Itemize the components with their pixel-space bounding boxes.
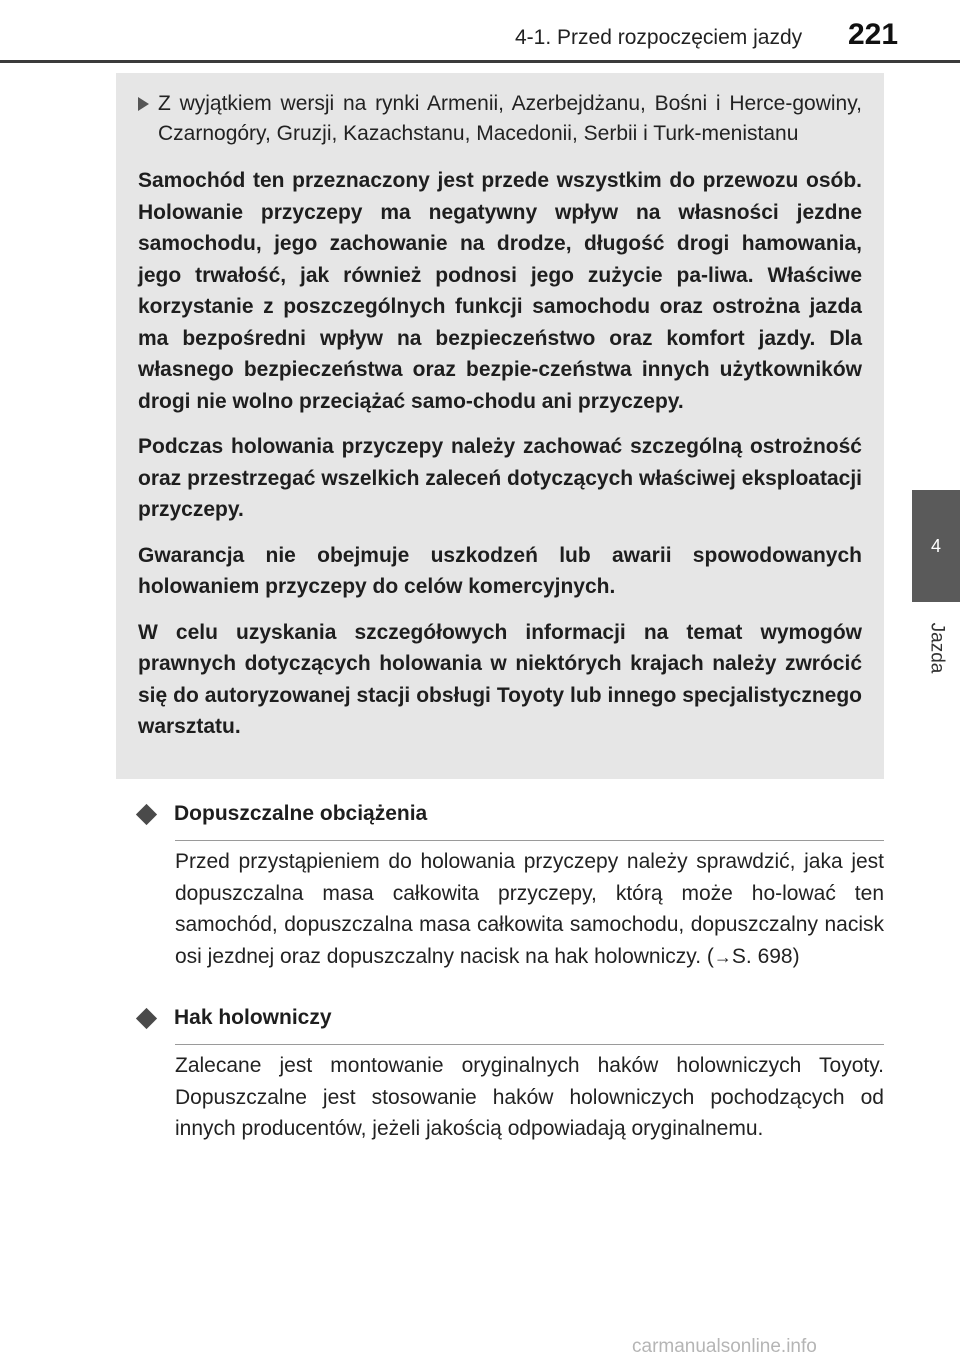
section-title: 4-1. Przed rozpoczęciem jazdy <box>515 26 803 49</box>
section-heading-row <box>135 795 884 833</box>
notice-paragraph: Gwarancja nie obejmuje uszkodzeń lub awarii spowodowanych holowaniem przyczepy do celów komercyjnych. <box>138 543 862 598</box>
section-body <box>175 846 884 973</box>
chapter-tab <box>912 490 960 602</box>
notice-paragraph: W celu uzyskania szczegółowych informacji na temat wymogów prawnych dotyczących holowania w niektórych krajach należy zwrócić się do autoryzowanej stacji obsługi Toyoty lub innego specjalistycznego warsztatu. <box>138 620 862 738</box>
right-arrow-icon: → <box>713 946 732 967</box>
applicability-note <box>138 89 862 149</box>
section-heading: Dopuszczalne obciążenia <box>174 802 428 825</box>
triangle-bullet-icon <box>138 97 149 111</box>
watermark: carmanualsonline.info <box>632 1336 817 1357</box>
section-divider <box>175 1044 884 1045</box>
section-divider <box>175 840 884 841</box>
section-body: Zalecane jest montowanie oryginalnych haków holowniczych Toyoty. Dopuszczalne jest stosowanie haków holowniczych pochodzących od innych producentów, jeżeli jakością odpowiadają oryginalnemu. <box>175 1054 884 1140</box>
diamond-bullet-icon <box>136 803 157 824</box>
header-rule <box>0 60 960 63</box>
chapter-label-container <box>912 608 960 688</box>
diamond-bullet-icon <box>136 1007 157 1028</box>
applicability-note-text: Z wyjątkiem wersji na rynki Armenii, Azerbejdżanu, Bośni i Herce-gowiny, Czarnogóry, Gruzji, Kazachstanu, Macedonii, Serbii i Turk-menistanu <box>158 92 862 145</box>
section-body-text: Przed przystąpieniem do holowania przyczepy należy sprawdzić, jaka jest dopuszczalna masa całkowita przyczepy, którą może ho-lować ten samochód, dopuszczalna masa całkowita samochodu, dopuszczalny nacisk osi jezdnej oraz dopuszczalny nacisk na hak holowniczy. ( <box>175 850 884 968</box>
chapter-label: Jazda <box>926 622 948 674</box>
notice-paragraph: Podczas holowania przyczepy należy zachować szczególną ostrożność oraz przestrzegać wszelkich zaleceń dotyczących właściwej eksploatacji przyczepy. <box>138 435 862 521</box>
section-heading: Hak holowniczy <box>174 1006 332 1029</box>
section-permissible-loads <box>135 795 884 973</box>
page-number: 221 <box>848 18 899 51</box>
section-tow-hitch <box>135 999 884 1145</box>
notice-box <box>116 73 884 779</box>
chapter-number: 4 <box>930 535 941 556</box>
page-reference-link[interactable]: S. 698) <box>731 944 800 968</box>
notice-paragraph: Samochód ten przeznaczony jest przede wszystkim do przewozu osób. Holowanie przyczepy ma negatywny wpływ na własności jezdne samochodu, jego zachowanie na drodze, długość drogi hamowania, jego trwałość, jak również podnosi jego zużycie pa-liwa. Właściwe korzystanie z poszczególnych funkcji samochodu oraz ostrożna jazda ma bezpośredni wpływ na bezpieczeństwo oraz komfort jazdy. Dla własnego bezpieczeństwa oraz bezpie-czeństwa innych użytkowników drogi nie wolno przeciążać samo-chodu ani przyczepy. <box>138 169 862 413</box>
section-heading-row <box>135 999 884 1037</box>
